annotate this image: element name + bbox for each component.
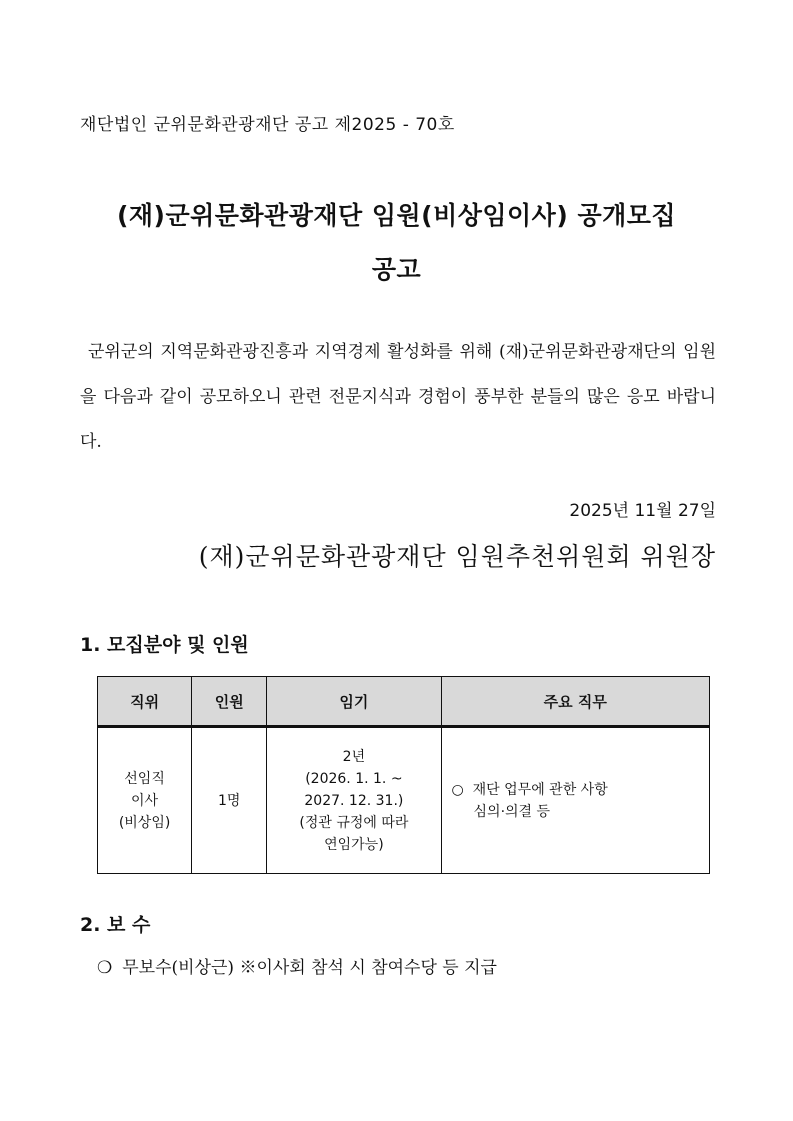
header-duty: 주요 직무 [441, 677, 709, 727]
notice-number: 재단법인 군위문화관광재단 공고 제2025 - 70호 [80, 115, 455, 135]
term-line: (정관 규정에 따라 [299, 814, 409, 831]
cell-count: 1명 [192, 727, 267, 874]
header-count: 인원 [192, 677, 267, 727]
cell-term [267, 727, 441, 874]
position-line: 선임직 [124, 770, 165, 787]
cell-duty [441, 727, 709, 874]
duty-line: 심의·의결 등 [473, 803, 551, 820]
table-header-row [98, 677, 710, 727]
table-row [98, 727, 710, 874]
term-line: 2년 [342, 748, 366, 765]
duty-bullet-icon: ○ [451, 781, 464, 798]
notice-date: 2025년 11월 27일 [569, 501, 716, 521]
term-line: 2027. 12. 31.) [304, 792, 404, 809]
recruitment-table [97, 676, 710, 874]
section-heading-recruitment: 1. 모집분야 및 인원 [80, 634, 249, 656]
circle-bullet-icon: ❍ [97, 958, 113, 978]
section-heading-pay: 2. 보 수 [80, 914, 151, 936]
position-line: (비상임) [118, 814, 171, 831]
term-line: (2026. 1. 1. ~ [305, 770, 403, 787]
signer: (재)군위문화관광재단 임원추천위원회 위원장 [198, 542, 716, 571]
pay-text: 무보수(비상근) ※이사회 참석 시 참여수당 등 지급 [122, 958, 497, 978]
position-line: 이사 [131, 792, 159, 809]
document-title-line2: 공고 [371, 255, 422, 284]
term-line: 연임가능) [324, 836, 384, 853]
header-term: 임기 [267, 677, 441, 727]
duty-line: 재단 업무에 관한 사항 [472, 781, 608, 798]
header-position: 직위 [98, 677, 192, 727]
cell-position [98, 727, 192, 874]
document-title-line1: (재)군위문화관광재단 임원(비상임이사) 공개모집 [116, 201, 677, 230]
intro-paragraph: 군위군의 지역문화관광진흥과 지역경제 활성화를 위해 (재)군위문화관광재단의 임원을 다음과 같이 공모하오니 관련 전문지식과 경험이 풍부한 분들의 많은 응모 바랍니다. [80, 342, 716, 452]
pay-item [97, 953, 497, 978]
